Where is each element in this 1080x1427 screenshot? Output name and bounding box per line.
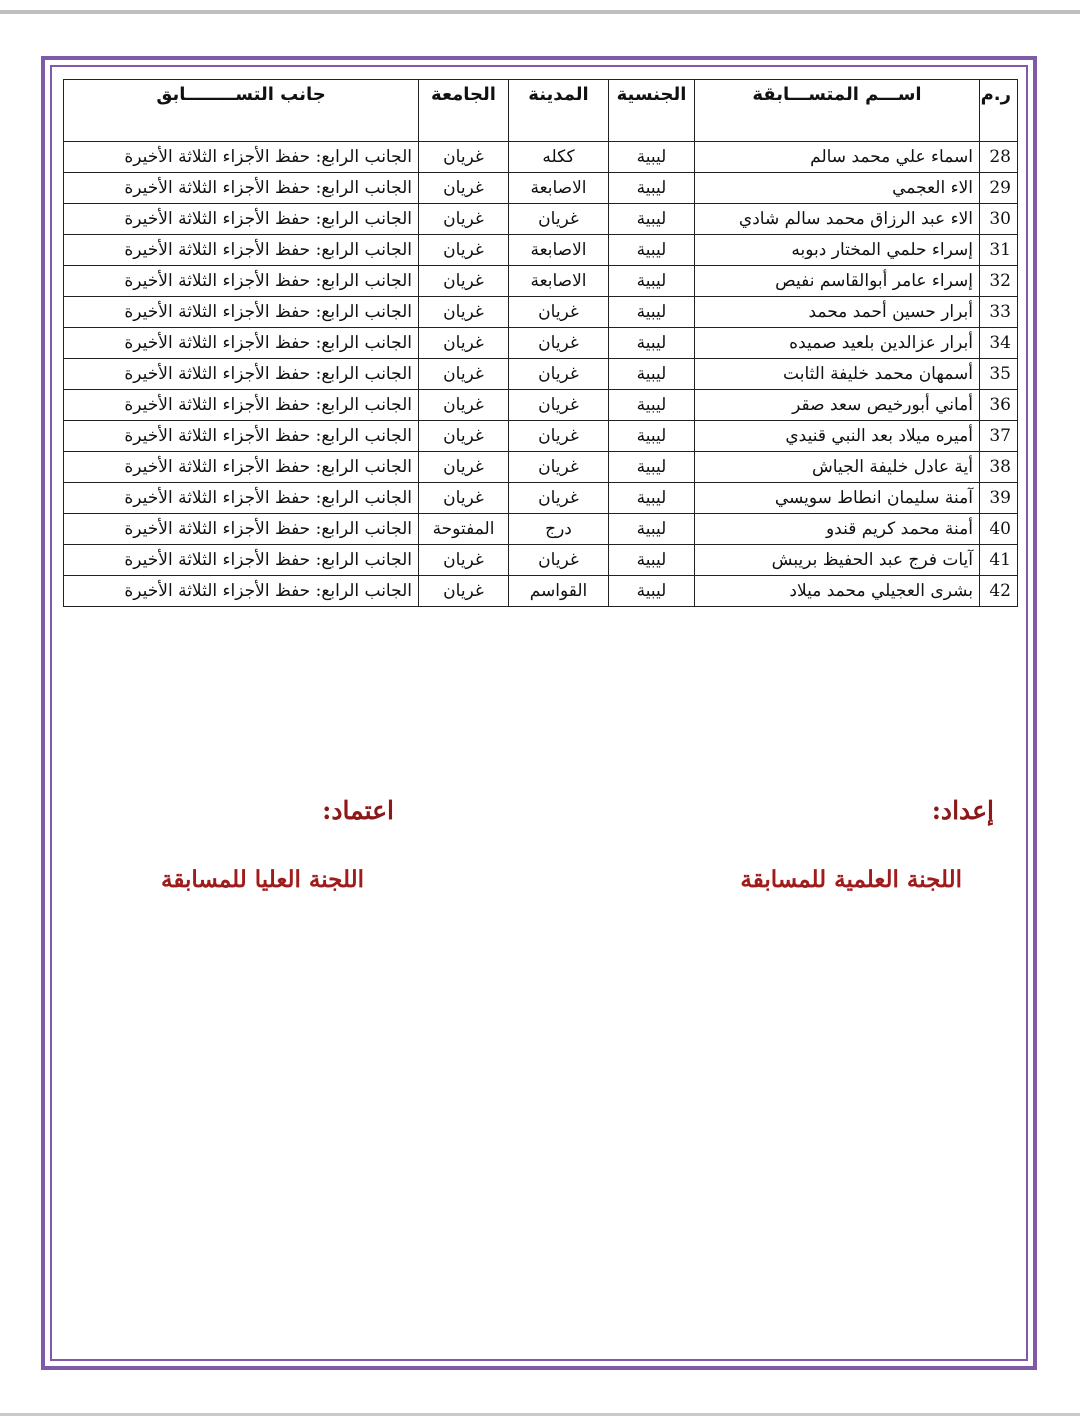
cell-name: الاء عبد الرزاق محمد سالم شادي	[695, 204, 980, 235]
cell-number: 31	[980, 235, 1018, 266]
cell-category: الجانب الرابع: حفظ الأجزاء الثلاثة الأخيرة	[64, 266, 419, 297]
cell-name: إسراء حلمي المختار دبوبه	[695, 235, 980, 266]
cell-name: أمنة محمد كريم قندو	[695, 514, 980, 545]
cell-number: 30	[980, 204, 1018, 235]
cell-name: أبرار عزالدين بلعيد صميده	[695, 328, 980, 359]
cell-city: غريان	[509, 328, 609, 359]
cell-number: 34	[980, 328, 1018, 359]
table-header-row	[64, 80, 1018, 142]
cell-university: غريان	[419, 142, 509, 173]
cell-category: الجانب الرابع: حفظ الأجزاء الثلاثة الأخيرة	[64, 204, 419, 235]
cell-city: غريان	[509, 204, 609, 235]
cell-city: الاصابعة	[509, 266, 609, 297]
cell-nationality: ليبية	[609, 297, 695, 328]
contestants-table	[63, 79, 1018, 607]
cell-nationality: ليبية	[609, 452, 695, 483]
cell-nationality: ليبية	[609, 204, 695, 235]
cell-university: غريان	[419, 204, 509, 235]
cell-city: غريان	[509, 483, 609, 514]
cell-nationality: ليبية	[609, 483, 695, 514]
cell-number: 42	[980, 576, 1018, 607]
cell-university: غريان	[419, 545, 509, 576]
cell-number: 36	[980, 390, 1018, 421]
header-city: المدينة	[509, 80, 609, 142]
cell-nationality: ليبية	[609, 173, 695, 204]
cell-category: الجانب الرابع: حفظ الأجزاء الثلاثة الأخيرة	[64, 483, 419, 514]
table-row	[64, 142, 1018, 173]
header-contestant-name: اســـم المتســـابقة	[695, 80, 980, 142]
cell-category: الجانب الرابع: حفظ الأجزاء الثلاثة الأخيرة	[64, 297, 419, 328]
cell-city: غريان	[509, 297, 609, 328]
cell-number: 37	[980, 421, 1018, 452]
cell-nationality: ليبية	[609, 514, 695, 545]
cell-category: الجانب الرابع: حفظ الأجزاء الثلاثة الأخيرة	[64, 452, 419, 483]
cell-name: أماني أبورخيص سعد صقر	[695, 390, 980, 421]
header-competition-category: جانب التســــــــابق	[64, 80, 419, 142]
cell-university: غريان	[419, 359, 509, 390]
cell-city: درج	[509, 514, 609, 545]
cell-nationality: ليبية	[609, 390, 695, 421]
cell-number: 38	[980, 452, 1018, 483]
cell-category: الجانب الرابع: حفظ الأجزاء الثلاثة الأخيرة	[64, 328, 419, 359]
table-row	[64, 545, 1018, 576]
cell-number: 40	[980, 514, 1018, 545]
cell-city: غريان	[509, 545, 609, 576]
cell-nationality: ليبية	[609, 359, 695, 390]
table-row	[64, 359, 1018, 390]
cell-nationality: ليبية	[609, 545, 695, 576]
cell-city: غريان	[509, 421, 609, 452]
cell-category: الجانب الرابع: حفظ الأجزاء الثلاثة الأخيرة	[64, 514, 419, 545]
cell-number: 28	[980, 142, 1018, 173]
cell-city: الاصابعة	[509, 235, 609, 266]
cell-city: ككله	[509, 142, 609, 173]
cell-name: بشرى العجيلي محمد ميلاد	[695, 576, 980, 607]
cell-name: الاء العجمي	[695, 173, 980, 204]
cell-nationality: ليبية	[609, 266, 695, 297]
top-divider	[0, 10, 1080, 14]
cell-number: 33	[980, 297, 1018, 328]
cell-nationality: ليبية	[609, 421, 695, 452]
cell-nationality: ليبية	[609, 576, 695, 607]
table-row	[64, 328, 1018, 359]
cell-city: الاصابعة	[509, 173, 609, 204]
cell-university: غريان	[419, 328, 509, 359]
table-row	[64, 173, 1018, 204]
cell-number: 29	[980, 173, 1018, 204]
cell-category: الجانب الرابع: حفظ الأجزاء الثلاثة الأخيرة	[64, 142, 419, 173]
approved-by-committee: اللجنة العليا للمسابقة	[160, 866, 364, 893]
cell-university: غريان	[419, 297, 509, 328]
cell-category: الجانب الرابع: حفظ الأجزاء الثلاثة الأخيرة	[64, 421, 419, 452]
table-row	[64, 266, 1018, 297]
cell-nationality: ليبية	[609, 235, 695, 266]
cell-nationality: ليبية	[609, 328, 695, 359]
cell-category: الجانب الرابع: حفظ الأجزاء الثلاثة الأخيرة	[64, 359, 419, 390]
cell-category: الجانب الرابع: حفظ الأجزاء الثلاثة الأخيرة	[64, 173, 419, 204]
cell-name: أميره ميلاد بعد النبي قنيدي	[695, 421, 980, 452]
table-row	[64, 576, 1018, 607]
approved-by-label: اعتماد:	[322, 796, 394, 825]
cell-name: آمنة سليمان انطاط سويسي	[695, 483, 980, 514]
cell-name: أبرار حسين أحمد محمد	[695, 297, 980, 328]
table-row	[64, 421, 1018, 452]
cell-university: غريان	[419, 266, 509, 297]
cell-city: غريان	[509, 452, 609, 483]
cell-name: إسراء عامر أبوالقاسم نفيص	[695, 266, 980, 297]
table-row	[64, 390, 1018, 421]
table-row	[64, 514, 1018, 545]
cell-city: القواسم	[509, 576, 609, 607]
cell-university: غريان	[419, 390, 509, 421]
header-university: الجامعة	[419, 80, 509, 142]
cell-university: غريان	[419, 235, 509, 266]
table-row	[64, 204, 1018, 235]
cell-university: غريان	[419, 173, 509, 204]
cell-university: غريان	[419, 576, 509, 607]
cell-name: اسماء علي محمد سالم	[695, 142, 980, 173]
header-nationality: الجنسية	[609, 80, 695, 142]
cell-university: غريان	[419, 421, 509, 452]
cell-number: 35	[980, 359, 1018, 390]
cell-university: غريان	[419, 452, 509, 483]
header-serial-number: ر.م	[980, 80, 1018, 142]
cell-city: غريان	[509, 359, 609, 390]
cell-number: 39	[980, 483, 1018, 514]
prepared-by-committee: اللجنة العلمية للمسابقة	[740, 866, 962, 893]
cell-city: غريان	[509, 390, 609, 421]
cell-nationality: ليبية	[609, 142, 695, 173]
table-row	[64, 452, 1018, 483]
cell-university: غريان	[419, 483, 509, 514]
prepared-by-label: إعداد:	[931, 796, 994, 825]
cell-name: أسمهان محمد خليفة الثابت	[695, 359, 980, 390]
table-row	[64, 235, 1018, 266]
cell-number: 32	[980, 266, 1018, 297]
cell-category: الجانب الرابع: حفظ الأجزاء الثلاثة الأخيرة	[64, 235, 419, 266]
cell-name: آيات فرج عبد الحفيظ بريبش	[695, 545, 980, 576]
cell-university: المفتوحة	[419, 514, 509, 545]
cell-category: الجانب الرابع: حفظ الأجزاء الثلاثة الأخيرة	[64, 545, 419, 576]
bottom-divider	[0, 1413, 1080, 1416]
table-row	[64, 483, 1018, 514]
cell-category: الجانب الرابع: حفظ الأجزاء الثلاثة الأخيرة	[64, 576, 419, 607]
table-row	[64, 297, 1018, 328]
cell-name: أية عادل خليفة الجياش	[695, 452, 980, 483]
cell-category: الجانب الرابع: حفظ الأجزاء الثلاثة الأخيرة	[64, 390, 419, 421]
cell-number: 41	[980, 545, 1018, 576]
